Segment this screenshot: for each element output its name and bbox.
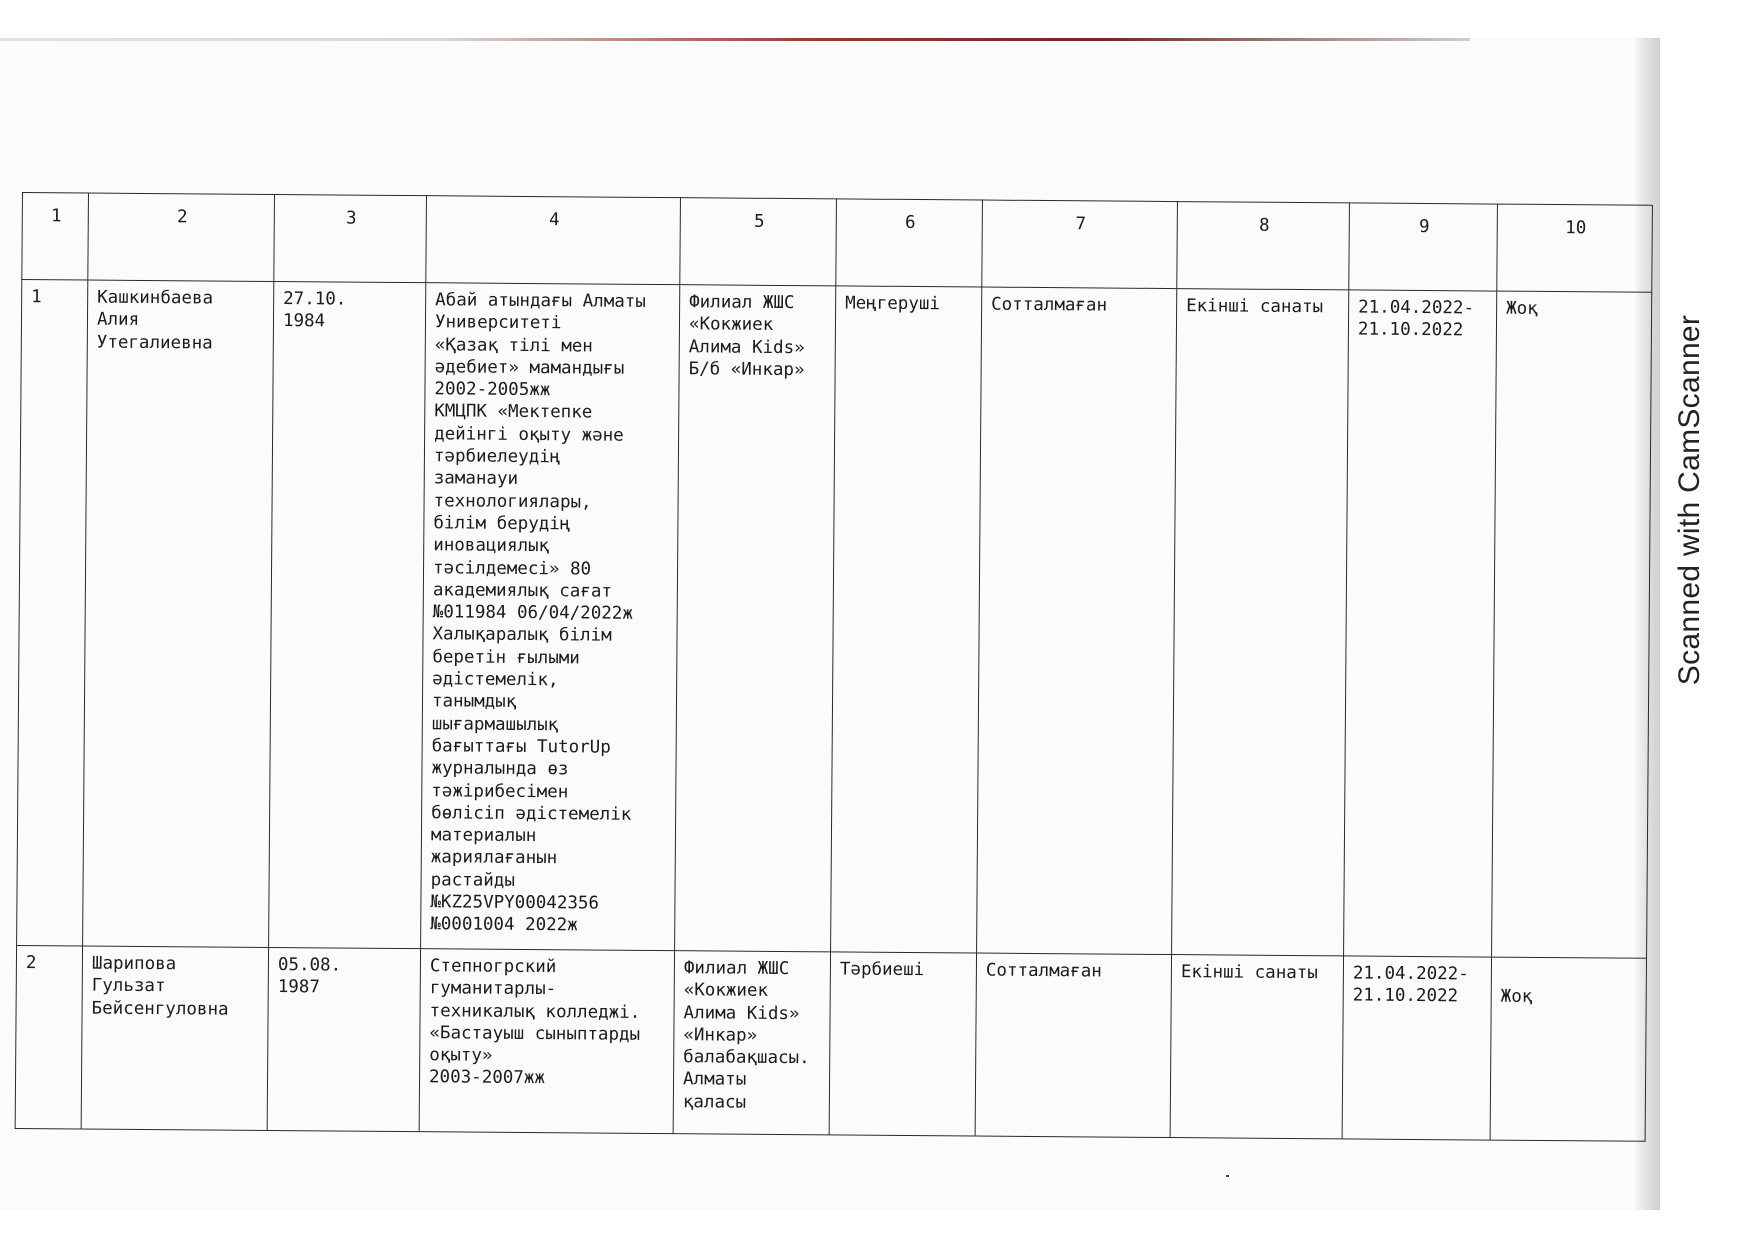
table-row: [15, 945, 1646, 1141]
header-cell-4: 4: [426, 196, 681, 285]
full-name: Кашкинбаева Алия Утегалиевна: [83, 280, 274, 947]
workplace: Филиал ЖШС «Кокжиек Алима Kids» Б/б «Инкар»: [675, 285, 836, 952]
period: 21.04.2022- 21.10.2022: [1342, 956, 1491, 1140]
criminal-record: Сотталмаған: [977, 287, 1177, 955]
header-cell-10: 10: [1497, 204, 1653, 292]
birth-date: 27.10. 1984: [269, 281, 426, 948]
row-number: 2: [15, 945, 82, 1129]
paper-top-edge: [0, 38, 1470, 41]
position: Тәрбиеші: [829, 952, 976, 1136]
category: Екінші санаты: [1170, 955, 1343, 1139]
header-cell-6: 6: [836, 199, 983, 287]
education: Степногрский гуманитарлы- техникалық колледжі. «Бастауыш сыныптарды оқыту» 2003-2007жж: [419, 949, 674, 1134]
header-cell-2: 2: [88, 193, 275, 281]
education: Абай атындағы Алматы Университеті «Қазақ тілі мен әдебиет» мамандығы 2002-2005жж КМЦПК «Мектепке дейінгі оқыту және тәрбиелеудің заманауи технологиялары, білім берудің иновациялық тәсілдемесі» 80 академиялық сағат №011984 06/04/2022ж Халықаралық білім беретін ғылыми әдістемелік, танымдық шығармашылық бағыттағы TutorUp журналында өз тәжірибесімен бөлісіп әдістемелік материалын жариялағанын растайды №KZ25VPY00042356 №0001004 2022ж: [421, 283, 680, 951]
header-row: [22, 193, 1653, 293]
header-cell-7: 7: [982, 200, 1178, 289]
camscanner-watermark: Scanned with CamScanner: [1673, 314, 1706, 686]
staff-table-wrapper: [15, 192, 1652, 1142]
staff-table: [15, 192, 1653, 1142]
full-name: Шарипова Гульзат Бейсенгуловна: [81, 946, 268, 1130]
birth-date: 05.08. 1987: [267, 947, 420, 1131]
header-cell-3: 3: [274, 194, 427, 282]
table-row: [17, 280, 1652, 959]
position: Меңгеруші: [831, 286, 982, 953]
column-10-value: Жоқ: [1492, 291, 1652, 958]
scan-speck: [1226, 1175, 1229, 1177]
workplace: Филиал ЖШС «Кокжиек Алима Kids» «Инкар» балабақшасы. Алматы қаласы: [673, 951, 830, 1135]
header-cell-1: 1: [22, 193, 89, 281]
header-cell-5: 5: [680, 198, 837, 286]
criminal-record: Сотталмаған: [975, 953, 1171, 1138]
header-cell-9: 9: [1349, 203, 1498, 291]
column-10-value: Жоқ: [1490, 957, 1646, 1141]
header-cell-8: 8: [1177, 202, 1350, 290]
period: 21.04.2022- 21.10.2022: [1344, 290, 1497, 957]
row-number: 1: [17, 280, 88, 946]
category: Екінші санаты: [1172, 289, 1349, 956]
